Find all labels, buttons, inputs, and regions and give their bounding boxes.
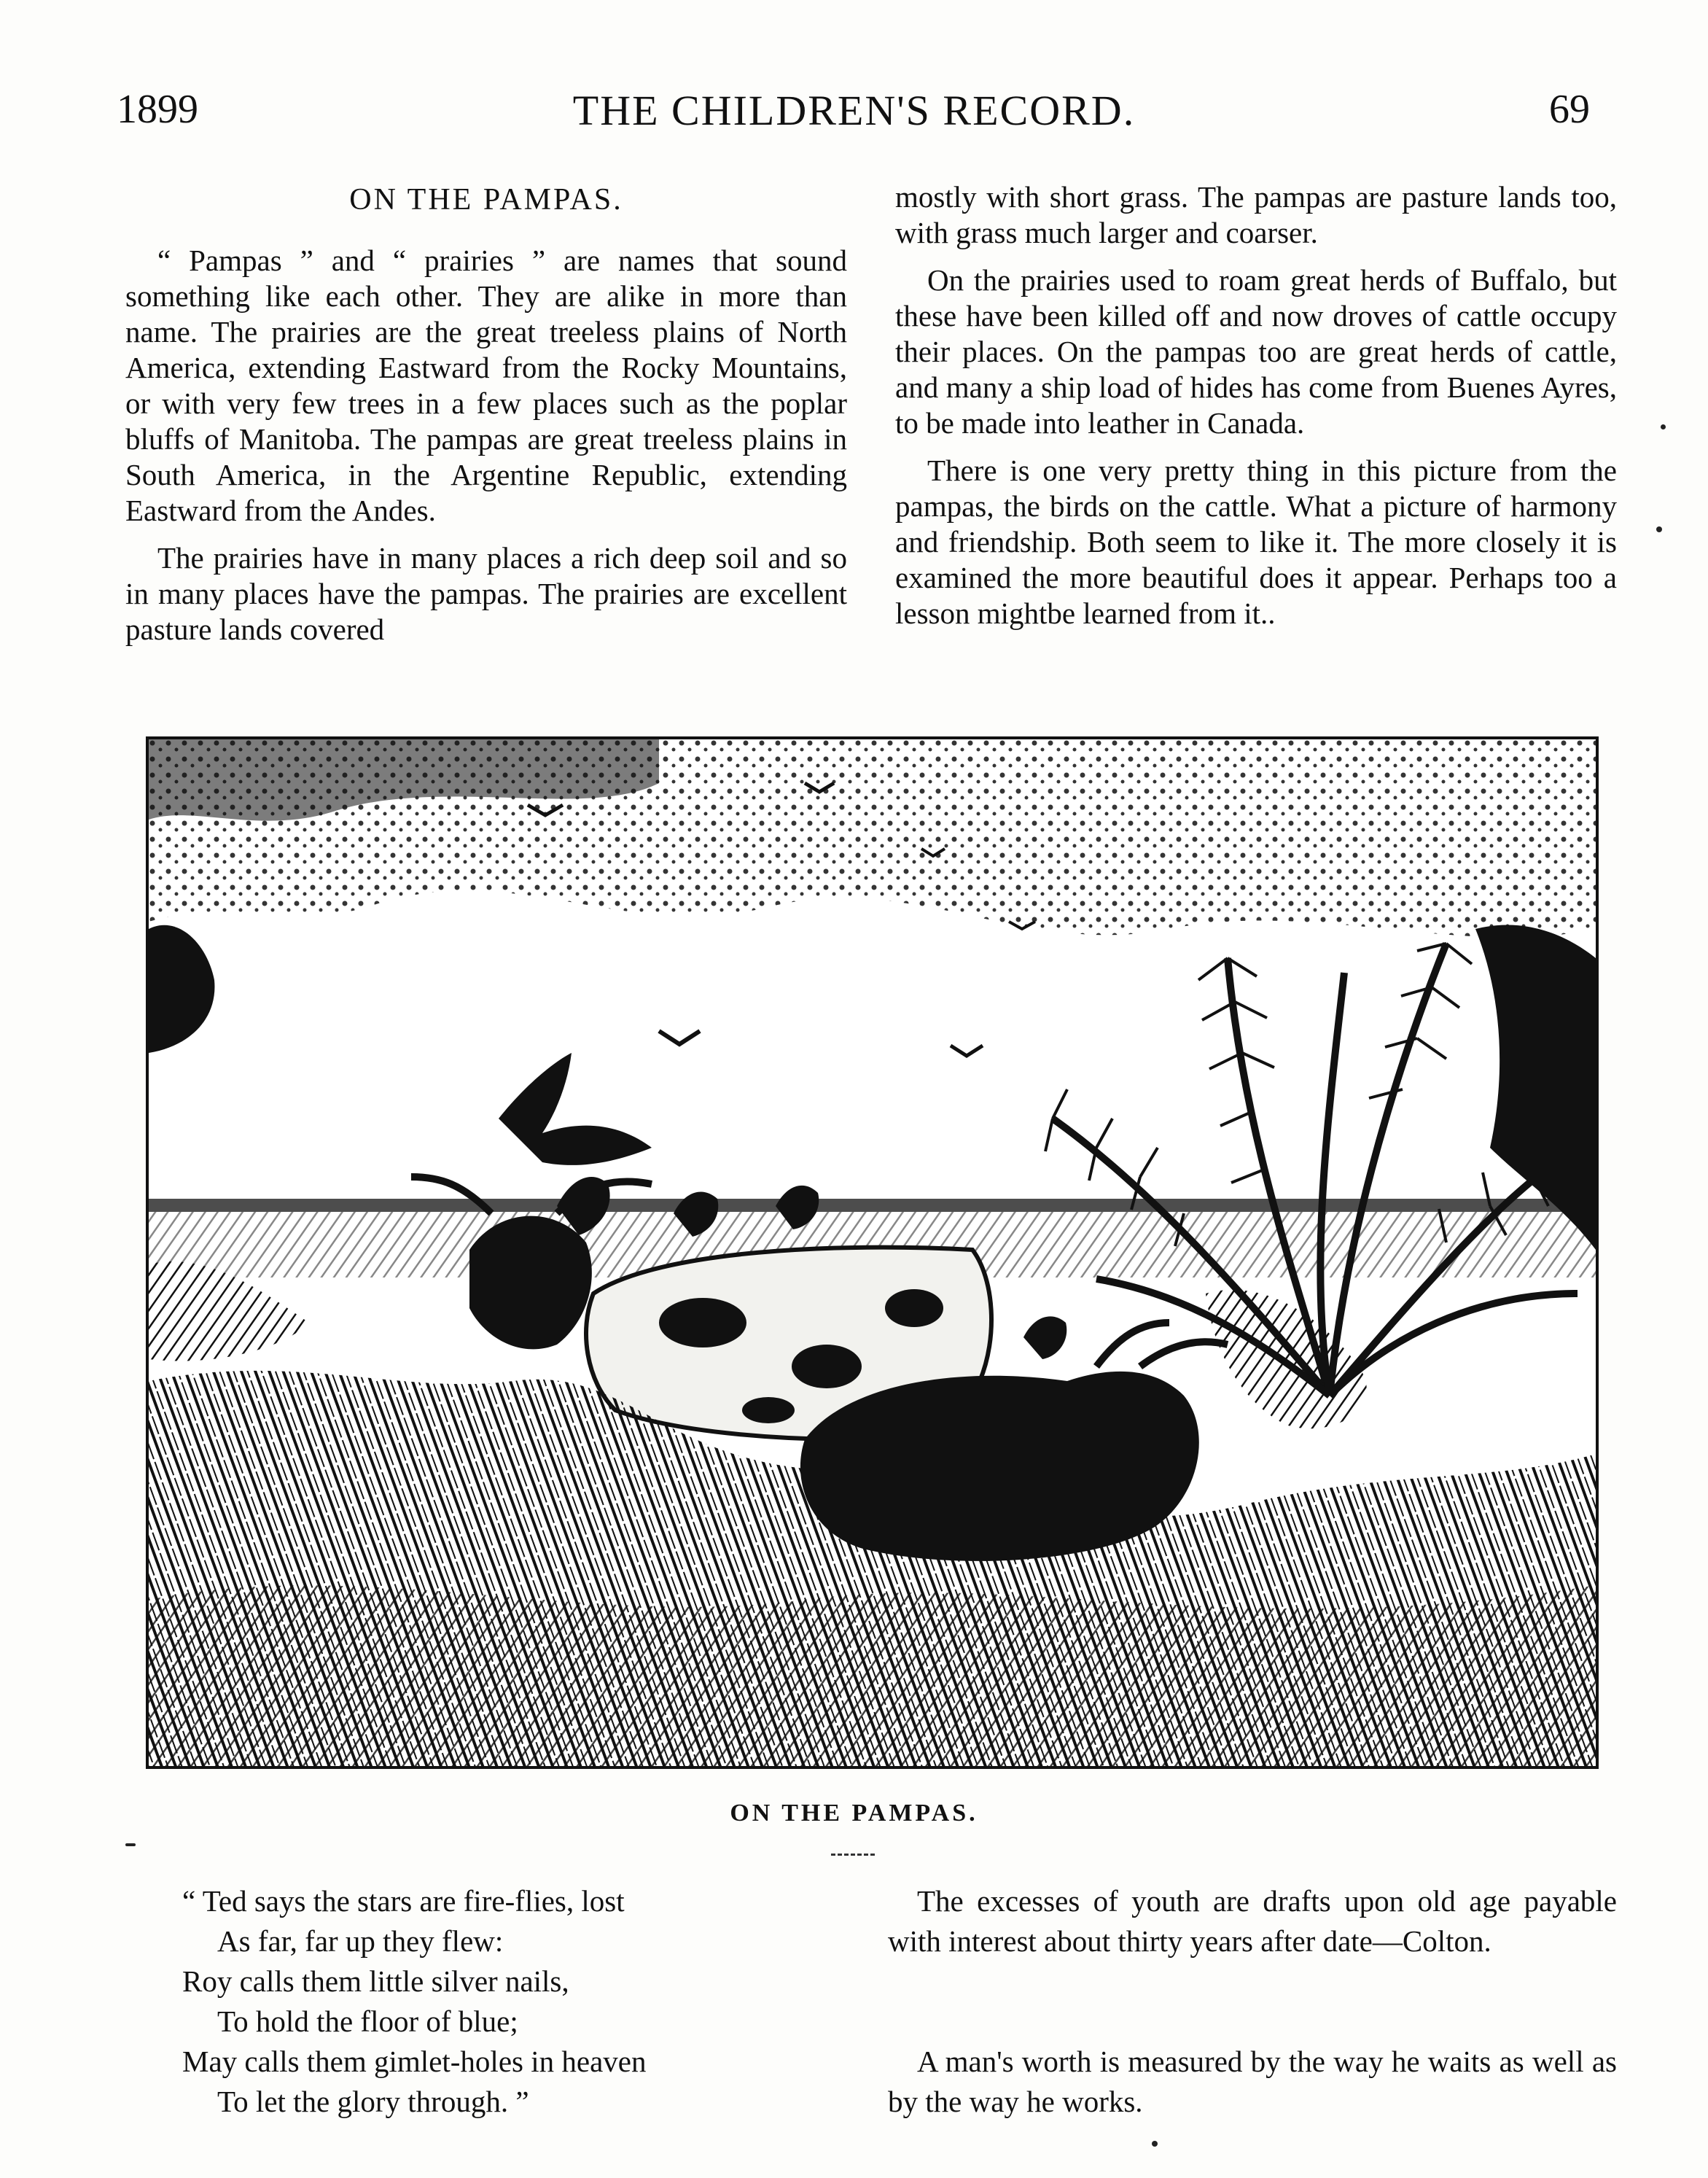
- print-speck: [1656, 526, 1662, 532]
- pampas-engraving: [146, 736, 1599, 1769]
- poem: [182, 1881, 875, 2122]
- print-speck: [1152, 2141, 1158, 2147]
- header-title: THE CHILDREN'S RECORD.: [572, 87, 1136, 134]
- article-right-column: [895, 179, 1617, 643]
- divider-rule: [831, 1854, 875, 1856]
- poem-line: To let the glory through. ”: [217, 2085, 529, 2118]
- pampas-engraving-illustration: [149, 739, 1596, 1766]
- poem-line: Roy calls them little silver nails,: [182, 1964, 569, 1998]
- quote-text: A man's worth is measured by the way he waits as well as by the way he works.: [888, 2045, 1617, 2118]
- figure-caption: ON THE PAMPAS.: [730, 1800, 978, 1827]
- poem-line: To hold the floor of blue;: [217, 2004, 518, 2038]
- article-paragraph: There is one very pretty thing in this picture from the pampas, the birds on the cattle. What a picture of harmony and friendship. Both seem to like it. The more closely it is examined the more beautiful does it appear. Perhaps too a lesson mightbe learned from it..: [895, 454, 1617, 630]
- quote-worth: [888, 2042, 1617, 2122]
- header-year: 1899: [117, 87, 198, 132]
- page-number: 69: [1549, 87, 1590, 132]
- print-speck: [125, 1843, 136, 1846]
- print-speck: [1661, 424, 1666, 429]
- article-continuation: mostly with short grass. The pampas are pasture lands too, with grass much larger and coarser.: [895, 180, 1617, 249]
- quote-text: The excesses of youth are drafts upon old age payable with interest about thirty years after date—Colton.: [888, 1884, 1617, 1958]
- poem-line: May calls them gimlet-holes in heaven: [182, 2045, 647, 2078]
- article-paragraph: The prairies have in many places a rich deep soil and so in many places have the pampas. The prairies are excellent pasture lands covered: [125, 541, 847, 646]
- article-title: ON THE PAMPAS.: [349, 183, 623, 217]
- poem-line: As far, far up they flew:: [217, 1924, 504, 1958]
- article-paragraph: On the prairies used to roam great herds of Buffalo, but these have been killed off and now droves of cattle occupy their places. On the pampas too are great herds of cattle, and many a ship load of hides has come from Buenes Ayres, to be made into leather in Canada.: [895, 263, 1617, 440]
- article-left-column: [125, 182, 847, 659]
- page-header: [0, 86, 1708, 152]
- quote-colton: [888, 1881, 1617, 1961]
- article-paragraph: “ Pampas ” and “ prairies ” are names that sound something like each other. They are alike in more than name. The prairies are the great treeless plains of North America, extending Eastward from the Rocky Mountains, or with very few trees in a few places such as the poplar bluffs of Manitoba. The pampas are great treeless plains in South America, in the Argentine Republic, extending Eastward from the Andes.: [125, 244, 847, 527]
- poem-line: “ Ted says the stars are fire-flies, lost: [182, 1884, 625, 1918]
